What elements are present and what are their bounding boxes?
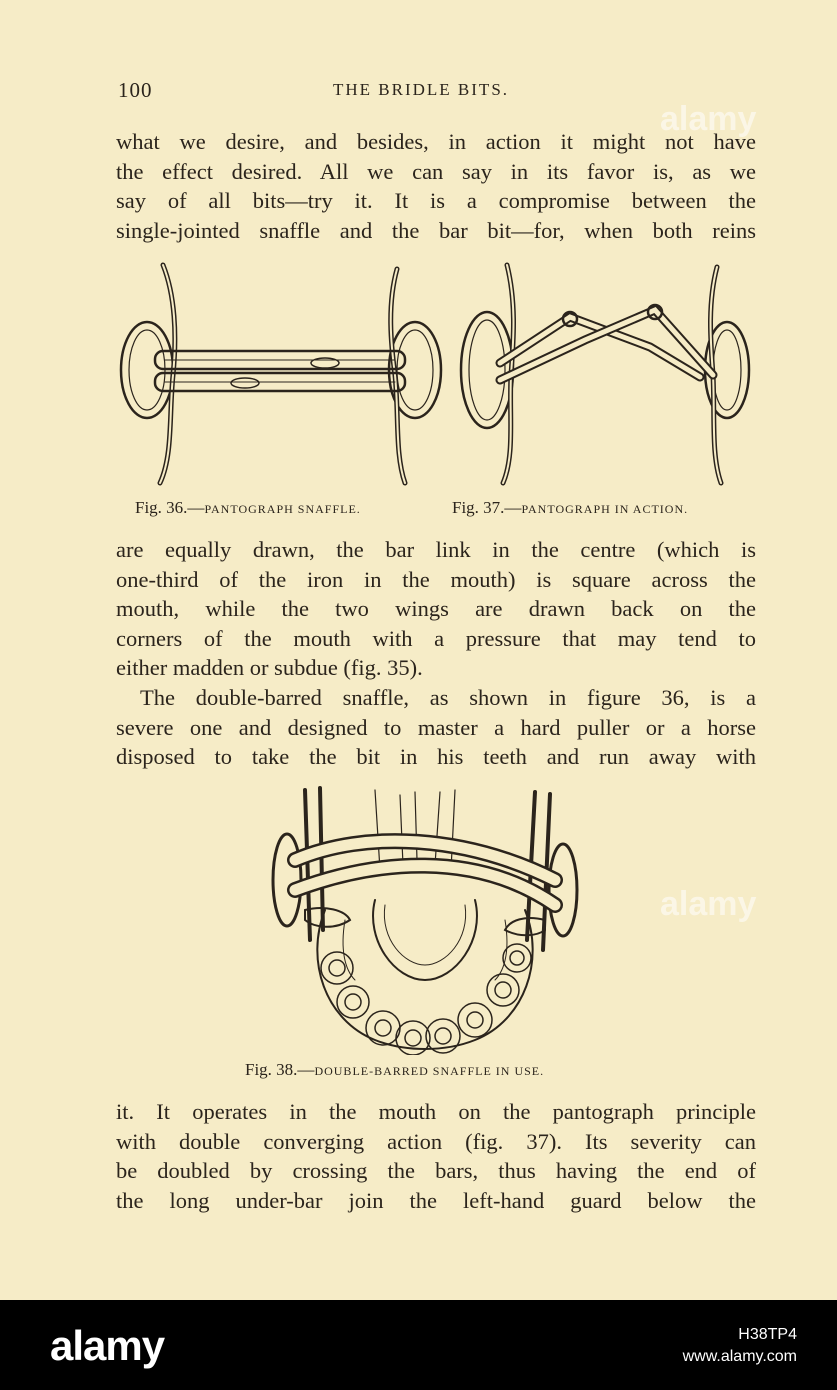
text-line: one-third of the iron in the mouth) is square across the	[116, 566, 756, 592]
text-line: the long under-bar join the left-hand guard below the	[116, 1187, 756, 1213]
site-url: www.alamy.com	[682, 1348, 797, 1365]
text-line: severe one and designed to master a hard puller or a horse	[116, 714, 756, 740]
text-line: corners of the mouth with a pressure that may tend to	[116, 625, 756, 651]
paragraph-1	[116, 127, 756, 245]
paragraph-4	[116, 1097, 756, 1215]
fig37-caption	[452, 498, 688, 518]
paragraph-3	[116, 683, 756, 772]
fig38-title: DOUBLE-BARRED SNAFFLE IN USE.	[314, 1064, 545, 1078]
text-line: with double converging action (fig. 37). Its severity can	[116, 1128, 756, 1154]
text-line: say of all bits—try it. It is a compromise between the	[116, 188, 756, 214]
fig38-double-barred-snaffle-drawing	[265, 780, 585, 1055]
text-line: either madden or subdue (fig. 35).	[116, 655, 423, 681]
text-line: single-jointed snaffle and the bar bit—for, when both reins	[116, 217, 756, 243]
text-line: the effect desired. All we can say in its favor is, as we	[116, 158, 756, 184]
text-line: mouth, while the two wings are drawn back on the	[116, 596, 756, 622]
text-line: are equally drawn, the bar link in the centre (which is	[116, 537, 756, 562]
watermark: alamy	[660, 100, 757, 138]
fig36-caption	[135, 498, 361, 518]
fig36-pantograph-snaffle-drawing	[121, 265, 441, 483]
text-line: what we desire, and besides, in action it might not have	[116, 129, 756, 154]
watermark: alamy	[660, 885, 757, 923]
stock-footer-bar	[0, 1300, 837, 1390]
text-line: The double-barred snaffle, as shown in figure 36, is a	[140, 685, 756, 710]
fig36-label: Fig. 36.—	[135, 498, 205, 517]
running-head: THE BRIDLE BITS.	[333, 80, 510, 99]
text-line: it. It operates in the mouth on the pantograph principle	[116, 1099, 756, 1124]
fig38-caption	[245, 1060, 544, 1080]
fig38-label: Fig. 38.—	[245, 1060, 315, 1079]
fig37-title: PANTOGRAPH IN ACTION.	[521, 502, 689, 516]
text-line: disposed to take the bit in his teeth and run away with	[116, 744, 756, 770]
page-number: 100	[118, 78, 153, 102]
paragraph-2	[116, 535, 756, 683]
image-id: H38TP4	[738, 1326, 797, 1343]
fig36-title: PANTOGRAPH SNAFFLE.	[204, 502, 361, 516]
fig37-label: Fig. 37.—	[452, 498, 522, 517]
fig37-pantograph-in-action-drawing	[461, 265, 749, 483]
text-line: be doubled by crossing the bars, thus having the end of	[116, 1158, 756, 1184]
stock-info	[683, 1324, 797, 1368]
pantograph-figures-illustration	[115, 255, 755, 495]
brand-logo: alamy	[50, 1322, 165, 1369]
